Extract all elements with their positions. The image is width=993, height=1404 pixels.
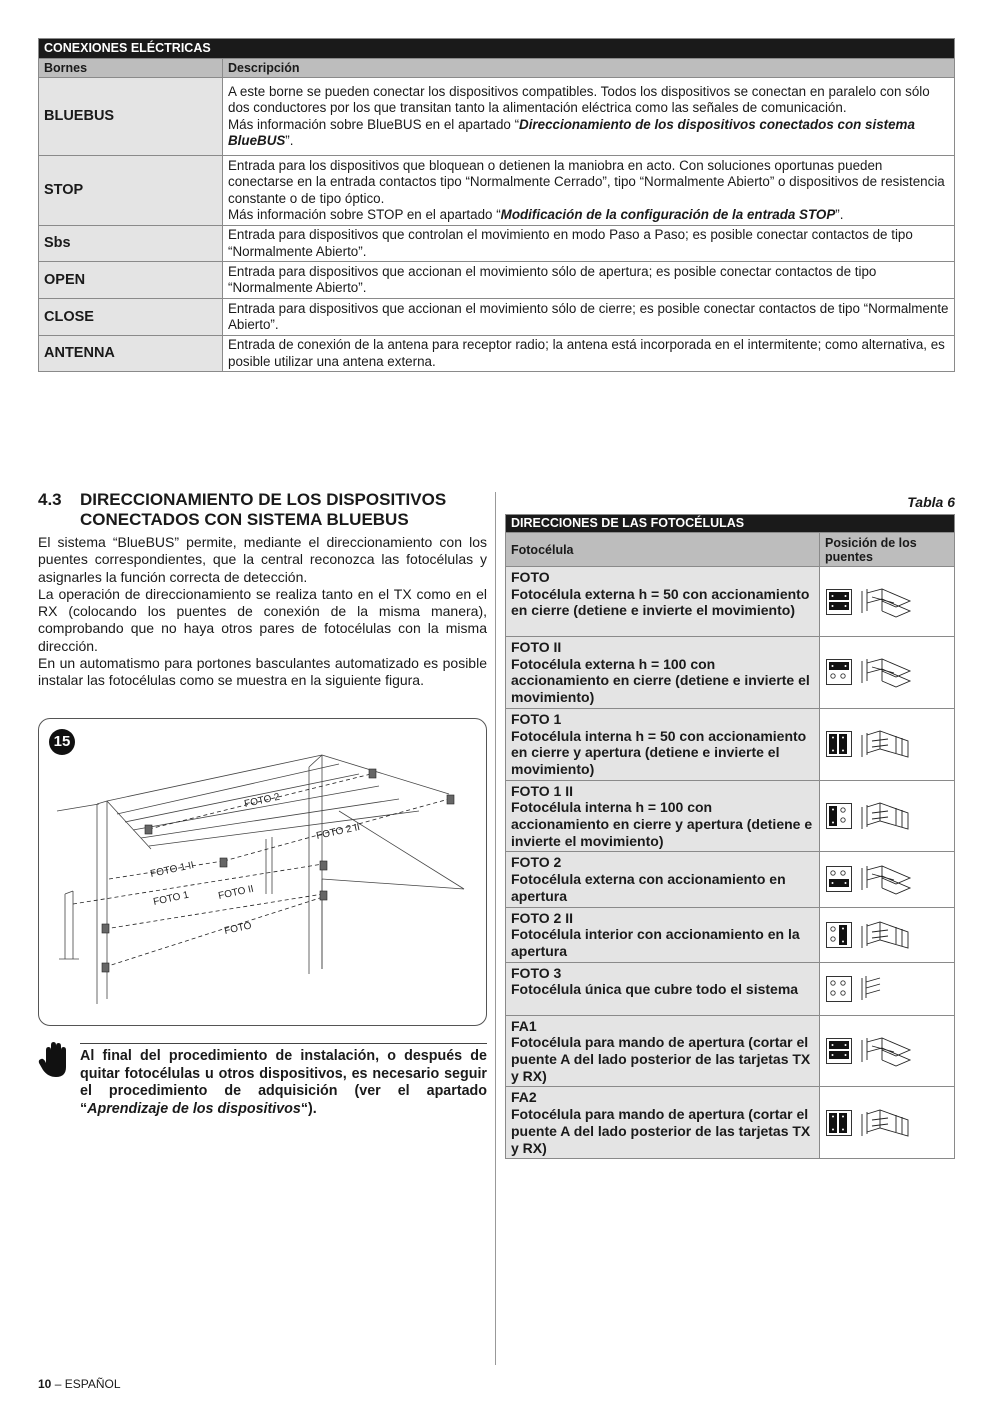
- more-info-reference: Direccionamiento de los dispositivos conectados con sistema BlueBUS: [228, 116, 915, 148]
- section-number: 4.3: [38, 490, 62, 509]
- jumper-connector-icon: [860, 655, 914, 689]
- more-info-reference: Modificación de la configuración de la entrada STOP: [500, 207, 836, 222]
- terminal-name: CLOSE: [39, 299, 223, 336]
- terminal-description: [223, 156, 955, 226]
- connections-table: [38, 38, 955, 372]
- photocell-description: Fotocélula para mando de apertura (cortar el puente A del lado posterior de las tarjetas TX y RX): [511, 1106, 811, 1156]
- jumper-connector-icon: [860, 918, 914, 952]
- jumper-connector-icon: [860, 799, 914, 833]
- photocell-name: FOTO 1 II: [511, 782, 573, 799]
- photocell-name: FOTO II: [511, 639, 562, 655]
- table-label: Tabla 6: [907, 494, 955, 510]
- jumper-position-cell: [820, 907, 955, 962]
- column-divider: [495, 492, 496, 1365]
- jumper-connector-icon: [860, 972, 914, 1006]
- col-photocell-header: Fotocélula: [506, 533, 820, 567]
- photocell-name: FOTO 3: [511, 964, 562, 981]
- photocell-cell: [506, 1015, 820, 1087]
- table-row: [39, 156, 955, 226]
- table-row: [506, 708, 955, 780]
- table-row: [506, 567, 955, 637]
- note-text-a: Al final del procedimiento de instalación, o después de quitar fotocélulas u otros dispositivos, es necesario seguir el procedimiento de adquisición (ver el apartado “: [80, 1048, 487, 1117]
- photocell-description: Fotocélula única que cubre todo el sistema: [511, 981, 799, 998]
- jumper-position-cell: [820, 780, 955, 852]
- jumper-diagram-icon: [826, 589, 852, 615]
- photocell-cell: [506, 567, 820, 637]
- terminal-name: Sbs: [39, 226, 223, 262]
- jumper-diagram-icon: [826, 1038, 852, 1064]
- col-description-header: Descripción: [223, 58, 955, 78]
- photocell-cell: [506, 1087, 820, 1159]
- terminal-name: OPEN: [39, 262, 223, 299]
- label-foto1: FOTO 1: [152, 889, 190, 908]
- photocell-cell: [506, 708, 820, 780]
- jumper-connector-icon: [860, 862, 914, 896]
- photocell-address-table: [505, 514, 955, 1159]
- connections-title: CONEXIONES ELÉCTRICAS: [39, 39, 955, 59]
- label-foto1ii: FOTO 1 II: [149, 859, 195, 880]
- photocell-description: Fotocélula interna h = 50 con accionamiento en cierre y apertura (detiene e invierte el movimiento): [511, 727, 807, 777]
- more-info-prefix: Más información sobre STOP en el apartado “: [228, 207, 501, 222]
- photocell-description: Fotocélula externa h = 50 con accionamiento en cierre (detiene e invierte el movimiento): [511, 585, 810, 619]
- terminal-description: Entrada de conexión de la antena para receptor radio; la antena está incorporada en el intermitente; como alternativa, es posible utilizar una antena externa.: [223, 336, 955, 372]
- label-foto2ii: FOTO 2 II: [315, 821, 361, 842]
- section-body: [38, 534, 487, 690]
- terminal-description: Entrada para dispositivos que accionan el movimiento sólo de apertura; es posible conectar contactos de tipo “Normalmente Abierto”.: [223, 262, 955, 299]
- more-info-suffix: ”.: [835, 207, 844, 222]
- table-row: [506, 1087, 955, 1159]
- table-row: [39, 299, 955, 336]
- photocell-name: FA1: [511, 1017, 537, 1034]
- photocell-cell: [506, 852, 820, 907]
- more-info-prefix: Más información sobre BlueBUS en el apartado “: [228, 116, 520, 132]
- jumper-position-cell: [820, 1015, 955, 1087]
- terminal-name: ANTENNA: [39, 336, 223, 372]
- table-row: [506, 1015, 955, 1087]
- photocell-cell: [506, 637, 820, 709]
- photocell-name: FOTO 2 II: [511, 909, 573, 926]
- table-row: [506, 907, 955, 962]
- photocell-description: Fotocélula para mando de apertura (cortar el puente A del lado posterior de las tarjetas TX y RX): [511, 1034, 811, 1084]
- section-title: DIRECCIONAMIENTO DE LOS DISPOSITIVOS CONECTADOS CON SISTEMA BLUEBUS: [80, 490, 447, 529]
- col-terminal-header: Bornes: [39, 58, 223, 78]
- gate-diagram: [39, 719, 488, 1027]
- photocell-name: FOTO 2: [511, 854, 562, 871]
- terminal-description: Entrada para dispositivos que accionan el movimiento sólo de cierre; es posible conectar contactos de tipo “Normalmente Abierto”.: [223, 299, 955, 336]
- photocell-name: FOTO 1: [511, 710, 562, 727]
- terminal-name: STOP: [39, 156, 223, 226]
- jumper-position-cell: [820, 962, 955, 1015]
- table-row: [39, 262, 955, 299]
- terminal-name: BLUEBUS: [39, 78, 223, 156]
- jumper-diagram-icon: [826, 866, 852, 892]
- paragraph: La operación de direccionamiento se realiza tanto en el TX como en el RX (colocando los puentes de conexión de la misma manera), comprobando que no haya otros pares de fotocélulas con la misma dirección.: [38, 585, 487, 654]
- jumper-diagram-icon: [826, 976, 852, 1002]
- jumper-connector-icon: [860, 727, 914, 761]
- figure-photocell-layout: [38, 718, 487, 1026]
- jumper-diagram-icon: [826, 803, 852, 829]
- photocell-name: FA2: [511, 1089, 537, 1106]
- table-row: [39, 336, 955, 372]
- jumper-position-cell: [820, 637, 955, 709]
- jumper-position-cell: [820, 1087, 955, 1159]
- description-text: Entrada para los dispositivos que bloquean o detienen la maniobra en acto. Con soluciones oportunas pueden conectarse en la entrada contactos tipo “Normalmente Cerrado”, tipo “Normalmente Abierto” o dispositivos de resistencia constante o de tipo óptico.: [228, 157, 945, 206]
- photocell-description: Fotocélula externa con accionamiento en apertura: [511, 871, 786, 904]
- table-row: [39, 226, 955, 262]
- terminal-description: Entrada para dispositivos que controlan el movimiento en modo Paso a Paso; es posible conectar contactos de tipo “Normalmente Abierto”.: [223, 226, 955, 262]
- hand-stop-icon: [38, 1041, 72, 1084]
- page-number: 10: [38, 1377, 52, 1391]
- note-reference: Aprendizaje de los dispositivos: [87, 1100, 301, 1117]
- jumper-connector-icon: [860, 1034, 914, 1068]
- photocell-cell: [506, 907, 820, 962]
- jumper-position-cell: [820, 852, 955, 907]
- footer-language: – ESPAÑOL: [51, 1377, 121, 1391]
- photocell-description: Fotocélula interna h = 100 con accionamiento en cierre y apertura (detiene e invierte el movimiento): [511, 799, 813, 849]
- note-divider: [80, 1043, 487, 1044]
- note-text-b: “).: [300, 1100, 317, 1117]
- jumper-position-cell: [820, 708, 955, 780]
- photocell-name: FOTO: [511, 569, 550, 585]
- jumper-diagram-icon: [826, 731, 852, 757]
- paragraph: En un automatismo para portones basculantes automatizado es posible instalar las fotocélulas como se muestra en la siguiente figura.: [38, 655, 487, 689]
- photocell-description: Fotocélula externa h = 100 con accionamiento en cierre (detiene e invierte el movimiento): [511, 655, 810, 706]
- jumper-diagram-icon: [826, 922, 852, 948]
- label-fotoii: FOTO II: [217, 883, 255, 902]
- jumper-connector-icon: [860, 585, 914, 619]
- jumper-connector-icon: [860, 1106, 914, 1140]
- label-foto: FOTO: [223, 920, 253, 937]
- photocell-table-title: DIRECCIONES DE LAS FOTOCÉLULAS: [506, 515, 955, 533]
- jumper-diagram-icon: [826, 1110, 852, 1136]
- photocell-cell: [506, 780, 820, 852]
- table-row: [506, 852, 955, 907]
- table-row: [506, 637, 955, 709]
- jumper-diagram-icon: [826, 659, 852, 685]
- table-row: [506, 962, 955, 1015]
- terminal-description: [223, 78, 955, 156]
- page-footer: [38, 1377, 121, 1391]
- more-info-suffix: ”.: [285, 133, 294, 148]
- installation-note: [80, 1048, 487, 1118]
- table-row: [39, 78, 955, 156]
- paragraph: El sistema “BlueBUS” permite, mediante el direccionamiento con los puentes correspondientes, que la central reconozca las fotocélulas y asignarles la función correcta de detección.: [38, 534, 487, 585]
- col-jumper-header: Posición de los puentes: [820, 533, 955, 567]
- description-text: A este borne se pueden conectar los dispositivos compatibles. Todos los dispositivos se conectan en paralelo con sólo dos conductores por los que transitan tanto la alimentación eléctrica como las señales de comunicación.: [228, 83, 930, 115]
- photocell-cell: [506, 962, 820, 1015]
- photocell-description: Fotocélula interior con accionamiento en la apertura: [511, 926, 800, 959]
- label-foto2: FOTO 2: [243, 791, 281, 810]
- jumper-position-cell: [820, 567, 955, 637]
- figure-number: 15: [49, 729, 75, 755]
- table-row: [506, 780, 955, 852]
